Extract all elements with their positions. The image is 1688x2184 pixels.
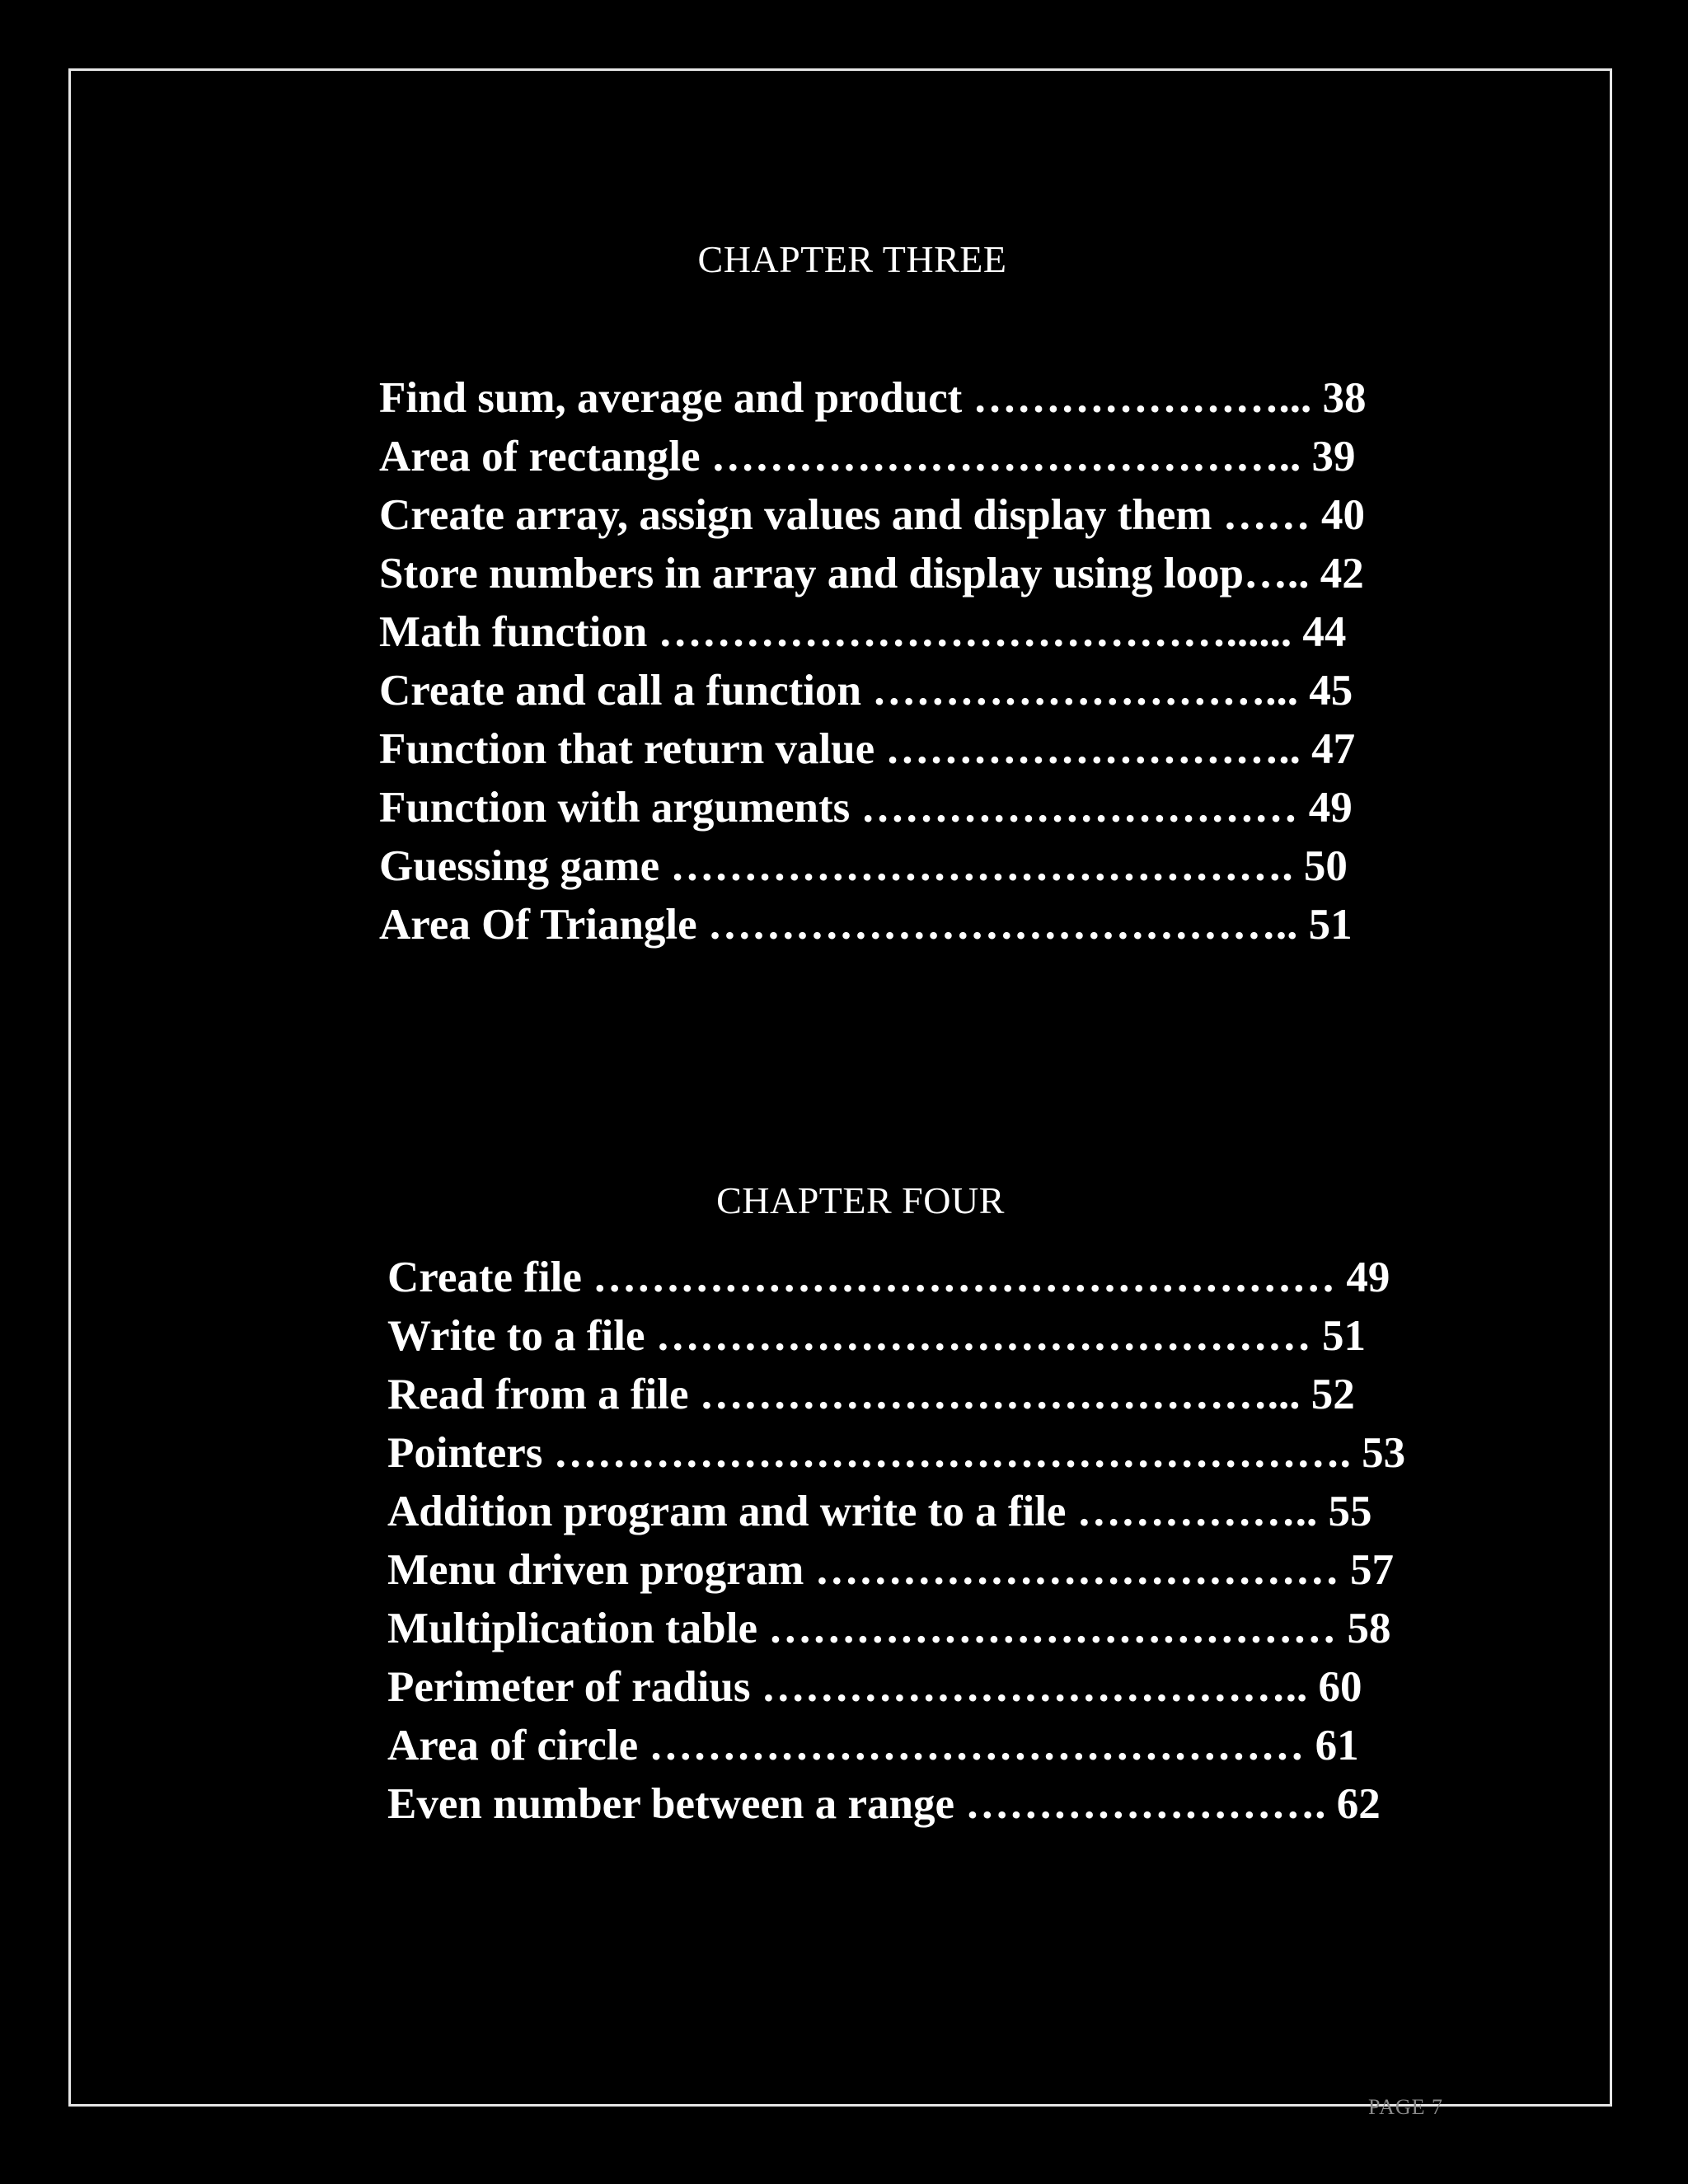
toc-entry-function-return-value[interactable]: Function that return value ……………………….. 47 [379,725,1356,773]
toc-entry-guessing-game[interactable]: Guessing game ……………………………………. 50 [379,842,1348,890]
toc-entry-write-to-file[interactable]: Write to a file ……………………………………… 51 [387,1312,1366,1360]
toc-entry-area-of-rectangle[interactable]: Area of rectangle ………………………………….. 39 [379,433,1356,480]
chapter-three-toc-list [379,369,1367,954]
toc-entry-pointers[interactable]: Pointers ………………………………………………. 53 [387,1429,1406,1477]
toc-entry-perimeter-of-radius[interactable]: Perimeter of radius ……………………………….. 60 [387,1663,1362,1711]
toc-entry-create-array[interactable]: Create array, assign values and display them …… 40 [379,491,1365,539]
toc-entry-area-of-circle[interactable]: Area of circle ……………………………………… 61 [387,1722,1359,1769]
toc-entry-multiplication-table[interactable]: Multiplication table ………………………………… 58 [387,1605,1391,1652]
toc-entry-read-from-file[interactable]: Read from a file …………………………………... 52 [387,1371,1355,1418]
toc-entry-create-file[interactable]: Create file …………………………………………… 49 [387,1254,1390,1301]
toc-entry-find-sum[interactable]: Find sum, average and product …………………... 38 [379,374,1367,422]
toc-entry-create-and-call-function[interactable]: Create and call a function ………………………... 45 [379,667,1353,715]
toc-entry-store-numbers-in-array[interactable]: Store numbers in array and display using loop….. 42 [379,550,1364,598]
toc-entry-even-number-range[interactable]: Even number between a range ……………………. 62 [387,1780,1381,1828]
toc-entry-area-of-triangle[interactable]: Area Of Triangle ………………………………….. 51 [379,901,1353,949]
chapter-four-heading: CHAPTER FOUR [716,1179,1005,1221]
page-number: PAGE 7 [1368,2095,1444,2119]
toc-entry-addition-program[interactable]: Addition program and write to a file …………….. 55 [387,1488,1372,1535]
toc-entry-menu-driven-program[interactable]: Menu driven program ……………………………… 57 [387,1546,1394,1594]
chapter-four-toc-list [387,1249,1405,1834]
chapter-three-heading: CHAPTER THREE [697,238,1007,280]
toc-entry-function-with-arguments[interactable]: Function with arguments ………………………… 49 [379,784,1353,832]
toc-entry-math-function[interactable]: Math function …………………………………...... 44 [379,608,1347,656]
